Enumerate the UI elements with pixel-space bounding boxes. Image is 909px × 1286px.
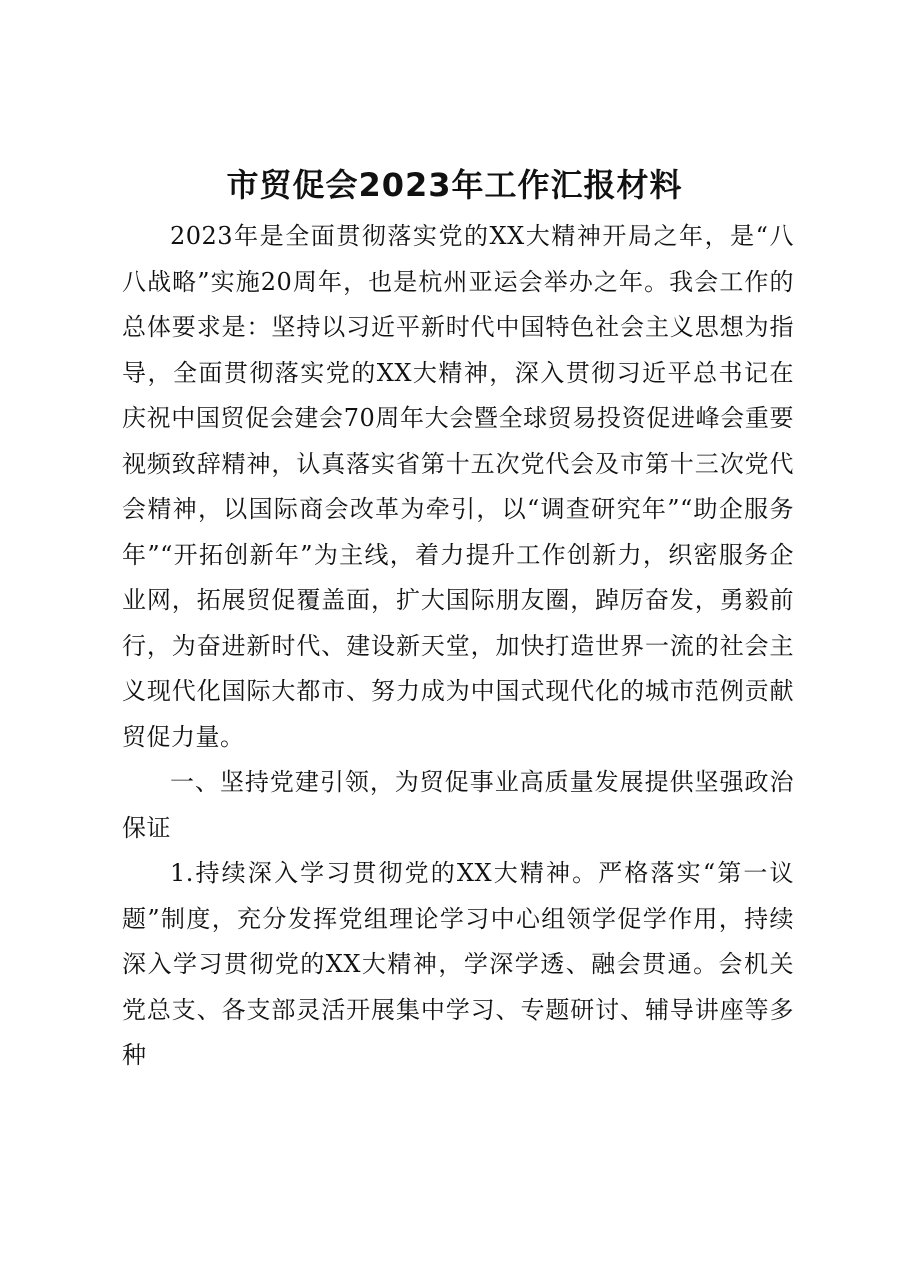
section-heading-1: 一、坚持党建引领，为贸促事业高质量发展提供坚强政治保证 — [122, 768, 794, 842]
document-body — [122, 214, 794, 1079]
document-title: 市贸促会2023年工作汇报材料 — [226, 166, 683, 204]
paragraph-1-1: 1.持续深入学习贯彻党的XX大精神。严格落实“第一议题”制度，充分发挥党组理论学习中心组领学促学作用，持续深入学习贯彻党的XX大精神，学深学透、融会贯通。会机关党总支、各支部灵活开展集中学习、专题研讨、辅导讲座等多种 — [122, 859, 794, 1069]
paragraph-intro: 2023年是全面贯彻落实党的XX大精神开局之年，是“八八战略”实施20周年，也是杭州亚运会举办之年。我会工作的总体要求是：坚持以习近平新时代中国特色社会主义思想为指导，全面贯彻落实党的XX大精神，深入贯彻习近平总书记在庆祝中国贸促会建会70周年大会暨全球贸易投资促进峰会重要视频致辞精神，认真落实省第十五次党代会及市第十三次党代会精神，以国际商会改革为牵引，以“调查研究年”“助企服务年”“开拓创新年”为主线，着力提升工作创新力，织密服务企业网，拓展贸促覆盖面，扩大国际朋友圈，踔厉奋发，勇毅前行，为奋进新时代、建设新天堂，加快打造世界一流的社会主义现代化国际大都市、努力成为中国式现代化的城市范例贡献贸促力量。 — [122, 222, 794, 751]
